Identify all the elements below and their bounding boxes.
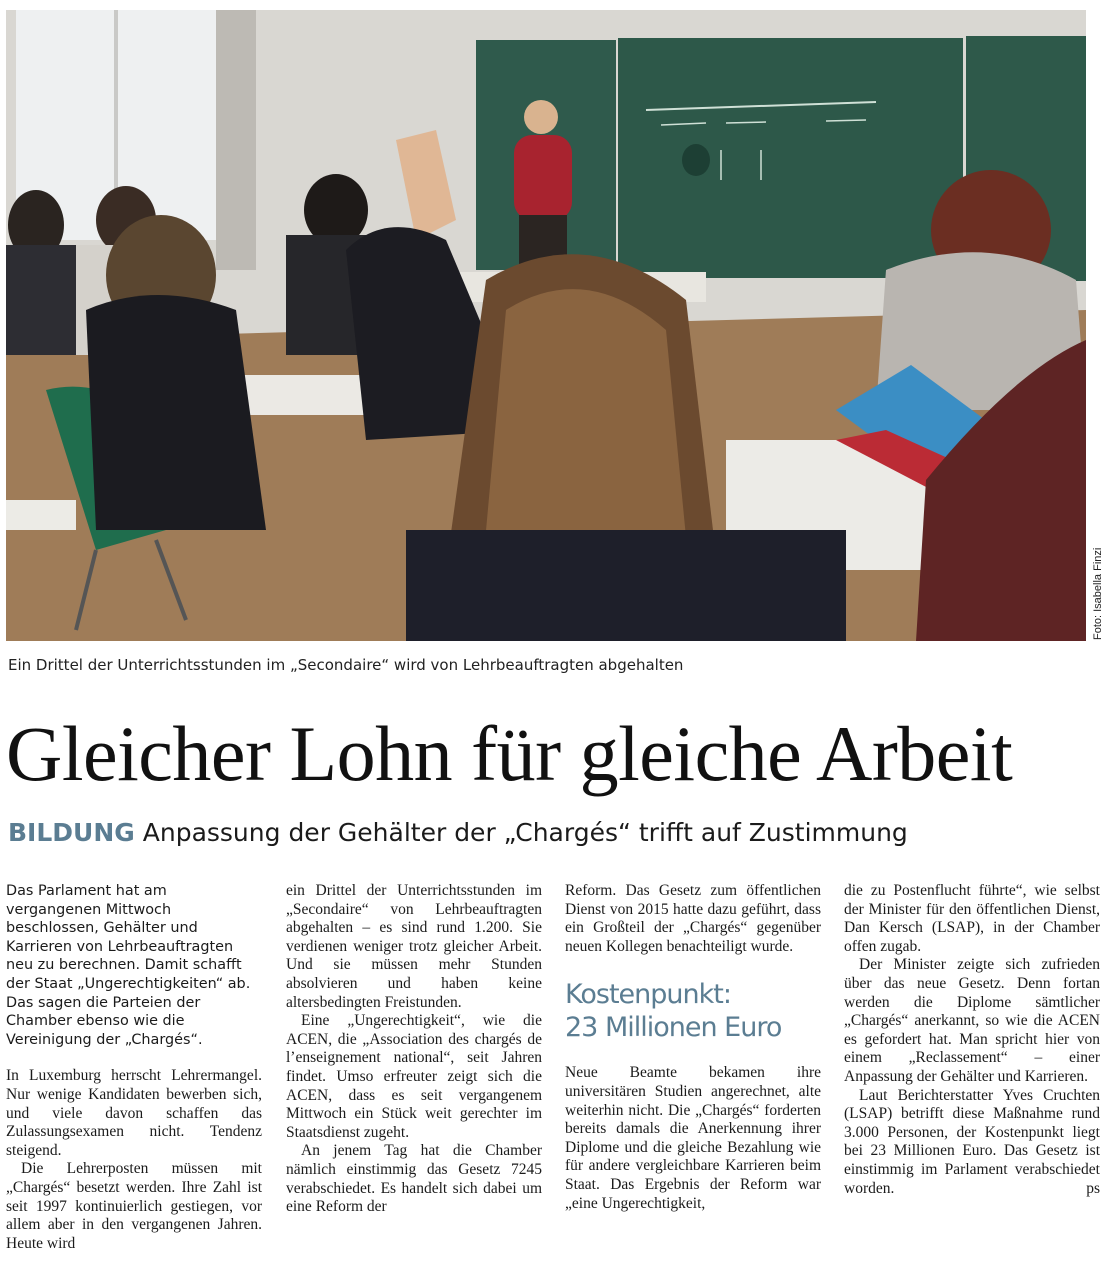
body-paragraph: Eine „Ungerechtigkeit“, wie die ACEN, die „Association des chargés de l’enseignement national“, seit Jahren findet. Umso erfreuter zeigt sich die ACEN, dass es seit vergangenem Mittwoch ein Stück weit gerechter im Staatsdienst zugeht. (286, 1012, 542, 1141)
article-headline: Gleicher Lohn für gleiche Arbeit (6, 710, 1013, 797)
body-paragraph: Die Lehrerposten müssen mit „Chargés“ besetzt werden. Ihre Zahl ist seit 1997 kontinuierlich gestiegen, vor allem aber in den vergangenen Jahren. Heute wird (6, 1160, 262, 1252)
author-signature: ps (1086, 1179, 1100, 1197)
article-subtitle (8, 818, 908, 847)
classroom-illustration (6, 10, 1086, 641)
article-photo (6, 10, 1086, 641)
photo-caption: Ein Drittel der Unterrichtsstunden im „Secondaire“ wird von Lehrbeauftragten abgehalten (8, 656, 684, 674)
body-paragraph: ein Drittel der Unterrichtsstunden im „Secondaire“ von Lehrbeauftragten abgehalten – es sind rund 1.200. Sie verdienen weniger trotz gleicher Arbeit. Und sie müssen mehr Stunden absolvieren und haben keine altersbedingten Freistunden. (286, 882, 542, 1011)
body-paragraph: die zu Postenflucht führte“, wie selbst der Minister für den öffentlichen Dienst, Dan Kersch (LSAP), in der Chamber offen zugab. (844, 882, 1100, 955)
subtitle-text: Anpassung der Gehälter der „Chargés“ trifft auf Zustimmung (142, 818, 908, 847)
article-column-1 (6, 882, 262, 1253)
kicker: BILDUNG (8, 818, 135, 847)
crosshead-line-1: Kostenpunkt: (565, 979, 731, 1011)
lead-paragraph: Das Parlament hat am vergangenen Mittwoch beschlossen, Gehälter und Karrieren von Lehrbeauftragten neu zu berechnen. Damit schafft der Staat „Ungerechtigkeiten“ ab. Das sagen die Parteien der Chamber ebenso wie die Vereinigung der „Chargés“. (6, 883, 251, 1048)
body-paragraph: Der Minister zeigte sich zufrieden über das neue Gesetz. Denn fortan werden die Diplome sämtlicher „Chargés“ anerkannt, so wie die ACEN es gefordert hat. Man spricht hier von einem „Reclassement“ – einer Anpassung der Gehälter und Karrieren. (844, 956, 1100, 1085)
body-paragraph: In Luxemburg herrscht Lehrermangel. Nur wenige Kandidaten bewerben sich, und viele davon schaffen das Zulassungsexamen nicht. Tendenz steigend. (6, 1067, 262, 1159)
body-paragraph: Reform. Das Gesetz zum öffentlichen Dienst von 2015 hatte dazu geführt, dass ein Großteil der „Chargés“ gegenüber neuen Kollegen benachteiligt wurde. (565, 882, 821, 955)
body-paragraph: Neue Beamte bekamen ihre universitären Studien angerechnet, alte weiterhin nicht. Die „Chargés“ forderten bereits damals die Anerkennung ihrer Diplome und die gleiche Bezahlung wie für andere vergleichbare Karrieren beim Staat. Das Ergebnis der Reform war „eine Ungerechtigkeit, (565, 1064, 821, 1212)
article-column-3 (565, 882, 821, 1213)
body-paragraph: An jenem Tag hat die Chamber nämlich einstimmig das Gesetz 7245 verabschiedet. Es handelt sich dabei um eine Reform der (286, 1142, 542, 1216)
crosshead-line-2: 23 Millionen Euro (565, 1012, 782, 1044)
crosshead (565, 978, 821, 1044)
body-paragraph: Laut Berichterstatter Yves Cruchten (LSAP) betrifft diese Maßnahme rund 3.000 Personen, der Kostenpunkt liegt bei 23 Millionen Euro. Das Gesetz ist einstimmig im Parlament verabschiedet worden. (844, 1086, 1100, 1197)
photo-credit: Foto: Isabella Finzi (1092, 547, 1104, 640)
article-column-4 (844, 882, 1100, 1198)
article-column-2 (286, 882, 542, 1217)
